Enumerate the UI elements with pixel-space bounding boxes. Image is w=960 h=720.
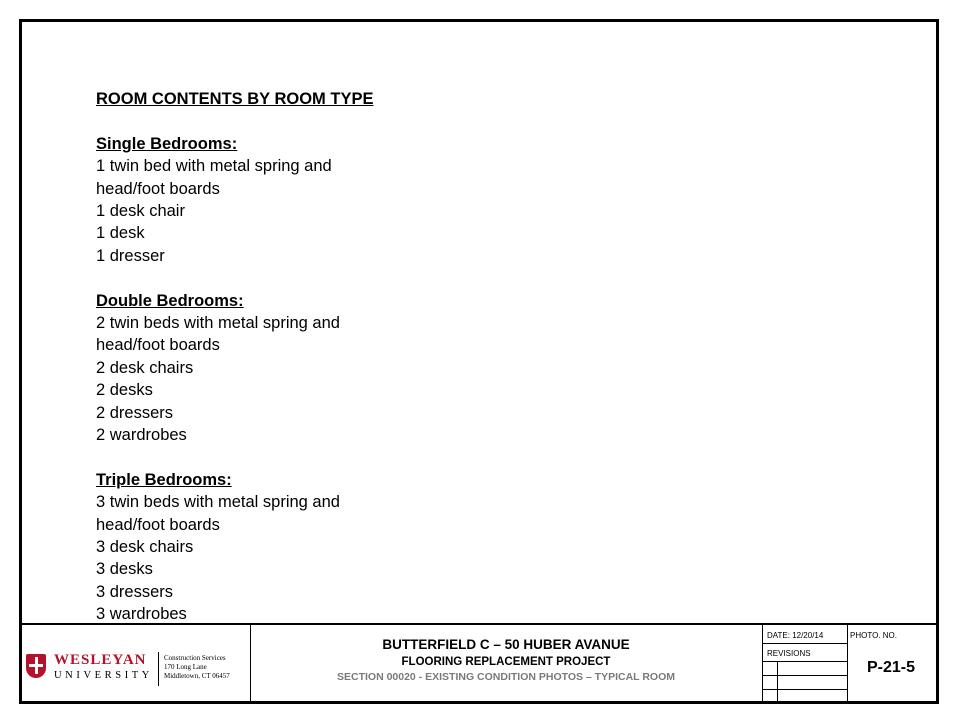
list-item: 2 dressers — [96, 403, 174, 422]
revisions-table — [763, 661, 847, 703]
list-item: 3 desk chairs — [96, 538, 194, 557]
revision-row-line — [763, 689, 847, 690]
title-block — [22, 623, 936, 703]
list-item: 2 desk chairs — [96, 358, 194, 377]
logo-name: WESLEYAN — [54, 652, 147, 668]
address-line: Construction Services — [164, 654, 226, 662]
logo-university: UNIVERSITY — [54, 670, 153, 681]
address-line: Middletown, CT 06457 — [164, 672, 230, 680]
photo-label: PHOTO. NO. — [850, 631, 897, 640]
project-title: BUTTERFIELD C – 50 HUBER AVANUE — [382, 637, 630, 652]
list-item: 3 wardrobes — [96, 605, 187, 624]
revisions-label: REVISIONS — [767, 649, 811, 658]
list-item: 1 twin bed with metal spring and — [96, 157, 332, 176]
room-contents-text — [96, 88, 556, 626]
double-bedrooms-heading: Double Bedrooms: — [96, 291, 244, 310]
list-item: 2 desks — [96, 381, 153, 400]
logo-address — [164, 654, 230, 681]
revision-block — [762, 625, 848, 703]
wesleyan-logo — [22, 625, 251, 703]
list-item: 1 desk — [96, 224, 145, 243]
date-label: DATE: 12/20/14 — [767, 631, 824, 640]
section-label: SECTION 00020 - EXISTING CONDITION PHOTOS – TYPICAL ROOM — [336, 671, 675, 683]
list-item: 1 desk chair — [96, 202, 185, 221]
list-item: 3 twin beds with metal spring and — [96, 493, 340, 512]
list-item: head/foot boards — [96, 336, 220, 355]
revision-row-line — [763, 661, 847, 662]
address-line: 170 Long Lane — [164, 663, 207, 671]
revision-column-line — [777, 661, 778, 703]
revision-row-line — [763, 675, 847, 676]
list-item: 3 desks — [96, 560, 153, 579]
divider — [763, 643, 847, 644]
list-item: head/foot boards — [96, 515, 220, 534]
page-title: ROOM CONTENTS BY ROOM TYPE — [96, 90, 374, 108]
photo-number: P-21-5 — [866, 659, 916, 676]
triple-bedrooms-heading: Triple Bedrooms: — [96, 470, 232, 489]
list-item: head/foot boards — [96, 179, 220, 198]
single-bedrooms-heading: Single Bedrooms: — [96, 134, 238, 153]
list-item: 2 twin beds with metal spring and — [96, 314, 340, 333]
photo-number-block — [846, 625, 936, 703]
drawing-frame — [19, 19, 939, 704]
shield-icon — [26, 654, 46, 678]
list-item: 2 wardrobes — [96, 426, 187, 445]
project-subtitle: FLOORING REPLACEMENT PROJECT — [401, 656, 611, 668]
list-item: 1 dresser — [96, 246, 165, 265]
project-info — [250, 625, 762, 703]
list-item: 3 dressers — [96, 582, 174, 601]
logo-divider — [158, 652, 159, 686]
